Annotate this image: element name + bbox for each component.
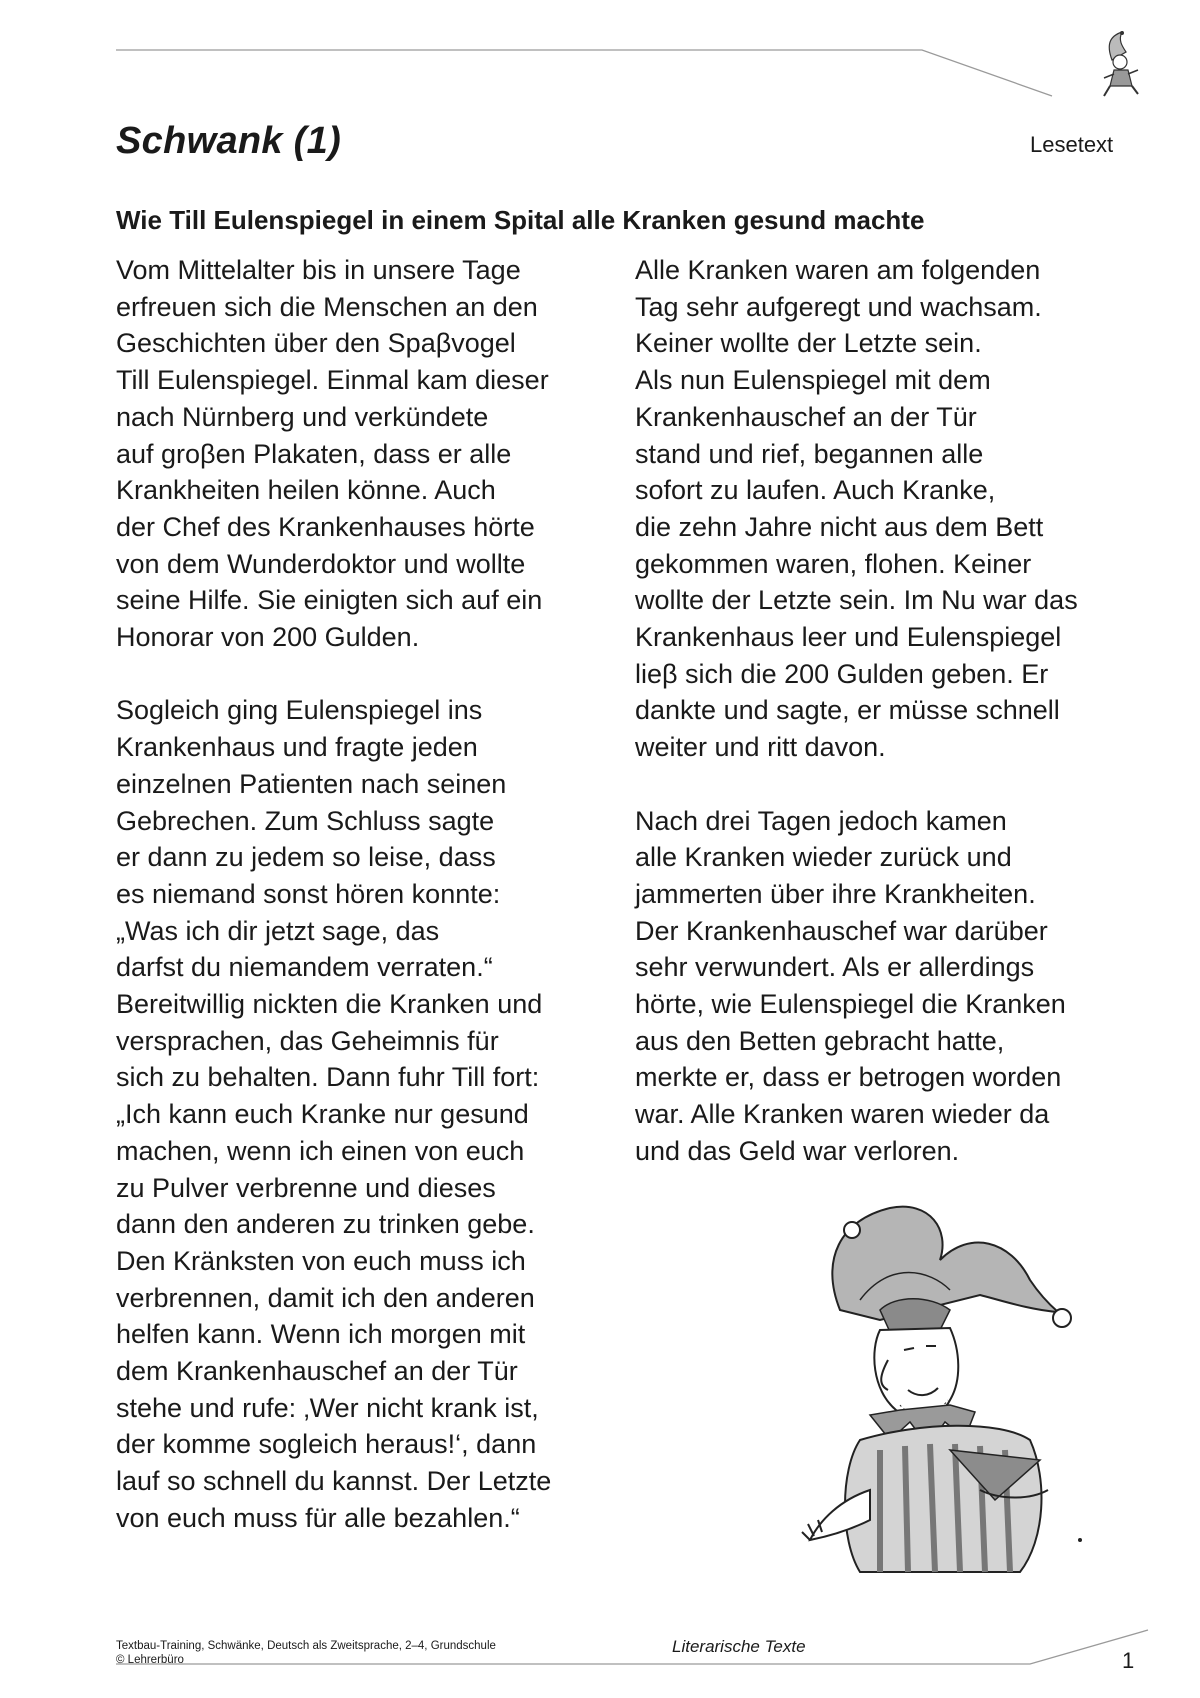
paragraph bbox=[116, 252, 616, 656]
text-line: einzelnen Patienten nach seinen bbox=[116, 768, 507, 799]
footer-source bbox=[116, 1639, 496, 1667]
text-line: von dem Wunderdoktor und wollte bbox=[116, 548, 526, 579]
jester-mascot-icon bbox=[1092, 30, 1148, 100]
text-line: erfreuen sich die Menschen an den bbox=[116, 291, 538, 322]
text-line: wollte der Letzte sein. Im Nu war das bbox=[635, 585, 1078, 616]
text-line: aus den Betten gebracht hatte, bbox=[635, 1025, 1005, 1056]
text-line: Sogleich ging Eulenspiegel ins bbox=[116, 695, 483, 726]
story-subtitle: Wie Till Eulenspiegel in einem Spital alle Kranken gesund machte bbox=[116, 205, 925, 235]
right-text-column bbox=[635, 252, 1155, 1206]
text-line: Tag sehr aufgeregt und wachsam. bbox=[635, 291, 1042, 322]
text-line: Geschichten über den Spaβvogel bbox=[116, 328, 516, 359]
text-line: Till Eulenspiegel. Einmal kam dieser bbox=[116, 365, 549, 396]
text-line: sehr verwundert. Als er allerdings bbox=[635, 952, 1035, 983]
footer-source-line: Textbau-Training, Schwänke, Deutsch als Zweitsprache, 2–4, Grundschule bbox=[116, 1640, 496, 1652]
left-text-column bbox=[116, 252, 616, 1573]
paragraph bbox=[635, 803, 1155, 1170]
text-line: „Was ich dir jetzt sage, das bbox=[116, 915, 440, 946]
text-line: sofort zu laufen. Auch Kranke, bbox=[635, 475, 996, 506]
text-line: dem Krankenhauschef an der Tür bbox=[116, 1356, 518, 1387]
text-line: hörte, wie Eulenspiegel die Kranken bbox=[635, 989, 1066, 1020]
text-line: Nach drei Tagen jedoch kamen bbox=[635, 805, 1007, 836]
text-line: stand und rief, begannen alle bbox=[635, 438, 984, 469]
text-line: nach Nürnberg und verkündete bbox=[116, 401, 489, 432]
text-line: er dann zu jedem so leise, dass bbox=[116, 842, 496, 873]
text-line: auf groβen Plakaten, dass er alle bbox=[116, 438, 512, 469]
text-line: Den Kränksten von euch muss ich bbox=[116, 1245, 526, 1276]
text-line: zu Pulver verbrenne und dieses bbox=[116, 1172, 496, 1203]
text-line: Krankenhaus leer und Eulenspiegel bbox=[635, 622, 1062, 653]
text-line: verbrennen, damit ich den anderen bbox=[116, 1282, 535, 1313]
text-line: der Chef des Krankenhauses hörte bbox=[116, 511, 535, 542]
text-line: stehe und rufe: ‚Wer nicht krank ist, bbox=[116, 1392, 539, 1423]
text-line: von euch muss für alle bezahlen.“ bbox=[116, 1502, 520, 1533]
text-line: machen, wenn ich einen von euch bbox=[116, 1135, 525, 1166]
text-line: versprachen, das Geheimnis für bbox=[116, 1025, 499, 1056]
text-line: die zehn Jahre nicht aus dem Bett bbox=[635, 511, 1044, 542]
page-number: 1 bbox=[1122, 1648, 1135, 1673]
text-line: Vom Mittelalter bis in unsere Tage bbox=[116, 255, 521, 285]
text-line: weiter und ritt davon. bbox=[635, 732, 886, 763]
text-line: „Ich kann euch Kranke nur gesund bbox=[116, 1099, 529, 1130]
text-line: und das Geld war verloren. bbox=[635, 1135, 960, 1166]
paragraph bbox=[116, 692, 616, 1536]
text-line: Der Krankenhauschef war darüber bbox=[635, 915, 1048, 946]
text-line: dankte und sagte, er müsse schnell bbox=[635, 695, 1060, 726]
page-title: Schwank (1) bbox=[116, 120, 342, 162]
text-line: jammerten über ihre Krankheiten. bbox=[635, 878, 1036, 909]
text-line: Bereitwillig nickten die Kranken und bbox=[116, 989, 543, 1020]
text-line: sich zu behalten. Dann fuhr Till fort: bbox=[116, 1062, 540, 1093]
text-line: Gebrechen. Zum Schluss sagte bbox=[116, 805, 495, 836]
paragraph bbox=[635, 252, 1155, 766]
text-line: merkte er, dass er betrogen worden bbox=[635, 1062, 1062, 1093]
text-line: gekommen waren, flohen. Keiner bbox=[635, 548, 1032, 579]
text-line: Als nun Eulenspiegel mit dem bbox=[635, 365, 991, 396]
text-line: Krankenhaus und fragte jeden bbox=[116, 732, 478, 763]
text-line: Keiner wollte der Letzte sein. bbox=[635, 328, 982, 359]
text-line: lauf so schnell du kannst. Der Letzte bbox=[116, 1466, 552, 1497]
text-line: seine Hilfe. Sie einigten sich auf ein bbox=[116, 585, 543, 616]
text-line: Alle Kranken waren am folgenden bbox=[635, 255, 1041, 285]
text-line: war. Alle Kranken waren wieder da bbox=[635, 1099, 1050, 1130]
text-line: alle Kranken wieder zurück und bbox=[635, 842, 1012, 873]
header-rule bbox=[0, 0, 1200, 100]
footer-category: Literarische Texte bbox=[672, 1637, 806, 1656]
text-line: es niemand sonst hören konnte: bbox=[116, 878, 501, 909]
document-type-label: Lesetext bbox=[1030, 132, 1114, 157]
jester-illustration bbox=[800, 1200, 1100, 1580]
text-line: Krankenhauschef an der Tür bbox=[635, 401, 977, 432]
text-line: helfen kann. Wenn ich morgen mit bbox=[116, 1319, 526, 1350]
footer-copyright: © Lehrerbüro bbox=[116, 1654, 184, 1666]
text-line: Krankheiten heilen könne. Auch bbox=[116, 475, 496, 506]
text-line: der komme sogleich heraus!‘, dann bbox=[116, 1429, 537, 1460]
text-line: Honorar von 200 Gulden. bbox=[116, 622, 420, 653]
text-line: darfst du niemandem verraten.“ bbox=[116, 952, 493, 983]
text-line: lieβ sich die 200 Gulden geben. Er bbox=[635, 658, 1049, 689]
text-line: dann den anderen zu trinken gebe. bbox=[116, 1209, 535, 1240]
